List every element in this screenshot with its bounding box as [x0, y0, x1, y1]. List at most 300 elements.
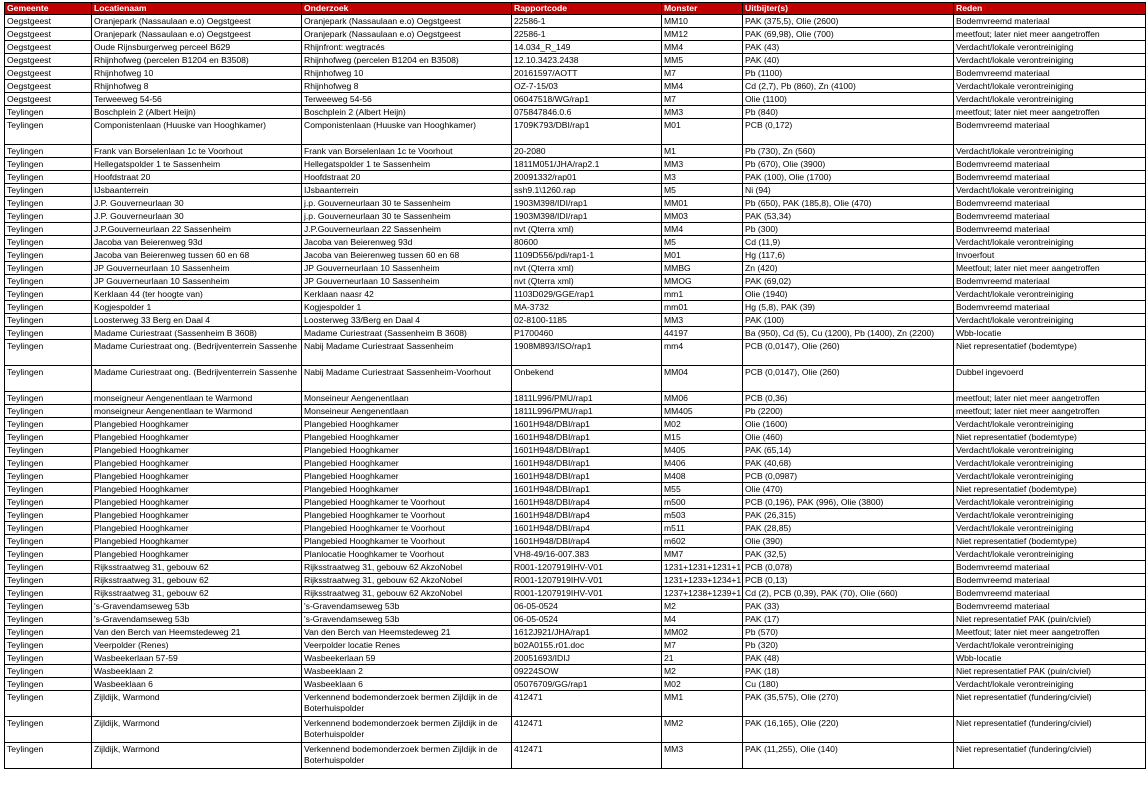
cell-uitbijters: PCB (0,078) — [743, 561, 954, 574]
cell-monster: M406 — [662, 457, 743, 470]
cell-reden: Niet representatief (bodemtype) — [954, 340, 1146, 366]
cell-onderzoek: IJsbaanterrein — [302, 184, 512, 197]
cell-locatienaam: Plangebied Hooghkamer — [92, 548, 302, 561]
cell-reden: Wbb-locatie — [954, 652, 1146, 665]
cell-locatienaam: J.P.Gouverneurlaan 22 Sassenheim — [92, 223, 302, 236]
cell-rapportcode: nvt (Qterra xml) — [512, 262, 662, 275]
cell-onderzoek: Plangebied Hooghkamer — [302, 444, 512, 457]
cell-onderzoek: Planlocatie Hooghkamer te Voorhout — [302, 548, 512, 561]
cell-locatienaam: Rijksstraatweg 31, gebouw 62 — [92, 561, 302, 574]
cell-gemeente: Teylingen — [5, 743, 92, 769]
cell-gemeente: Oegstgeest — [5, 15, 92, 28]
cell-onderzoek: Plangebied Hooghkamer — [302, 431, 512, 444]
cell-uitbijters: PCB (0,0147), Olie (260) — [743, 366, 954, 392]
cell-reden: meetfout; later niet meer aangetroffen — [954, 405, 1146, 418]
cell-rapportcode: 80600 — [512, 236, 662, 249]
header-monster: Monster — [662, 3, 743, 15]
cell-onderzoek: Rijksstraatweg 31, gebouw 62 AkzoNobel — [302, 587, 512, 600]
cell-monster: MM02 — [662, 626, 743, 639]
cell-monster: MM3 — [662, 314, 743, 327]
cell-reden: Verdacht/lokale verontreiniging — [954, 145, 1146, 158]
cell-rapportcode: 20051693/IDIJ — [512, 652, 662, 665]
cell-rapportcode: R001-1207919IHV-V01 — [512, 587, 662, 600]
table-row — [5, 41, 1146, 54]
cell-onderzoek: Nabij Madame Curiestraat Sassenheim — [302, 340, 512, 366]
cell-onderzoek: Van den Berch van Heemstedeweg 21 — [302, 626, 512, 639]
cell-monster: MM01 — [662, 197, 743, 210]
cell-monster: M55 — [662, 483, 743, 496]
cell-gemeente: Teylingen — [5, 392, 92, 405]
cell-gemeente: Teylingen — [5, 197, 92, 210]
table-row — [5, 54, 1146, 67]
cell-onderzoek: Plangebied Hooghkamer — [302, 483, 512, 496]
cell-onderzoek: Rhijnhofweg 10 — [302, 67, 512, 80]
cell-locatienaam: Plangebied Hooghkamer — [92, 457, 302, 470]
cell-locatienaam: Zijldijk, Warmond — [92, 691, 302, 717]
cell-onderzoek: Terweeweg 54-56 — [302, 93, 512, 106]
table-row — [5, 431, 1146, 444]
cell-gemeente: Teylingen — [5, 574, 92, 587]
cell-uitbijters: Pb (650), PAK (185,8), Olie (470) — [743, 197, 954, 210]
cell-uitbijters: Olie (460) — [743, 431, 954, 444]
cell-locatienaam: Plangebied Hooghkamer — [92, 509, 302, 522]
cell-locatienaam: J.P. Gouverneurlaan 30 — [92, 210, 302, 223]
cell-gemeente: Teylingen — [5, 470, 92, 483]
cell-gemeente: Teylingen — [5, 626, 92, 639]
cell-onderzoek: Boschplein 2 (Albert Heijn) — [302, 106, 512, 119]
table-row — [5, 561, 1146, 574]
cell-onderzoek: Veerpolder locatie Renes — [302, 639, 512, 652]
cell-reden: Bodemvreemd materiaal — [954, 301, 1146, 314]
table-row — [5, 223, 1146, 236]
cell-reden: Verdacht/lokale verontreiniging — [954, 418, 1146, 431]
outlier-table — [4, 2, 1146, 769]
cell-gemeente: Teylingen — [5, 158, 92, 171]
header-row — [5, 3, 1146, 15]
cell-reden: Verdacht/lokale verontreiniging — [954, 444, 1146, 457]
cell-monster: M01 — [662, 249, 743, 262]
cell-gemeente: Teylingen — [5, 444, 92, 457]
cell-onderzoek: Jacoba van Beierenweg tussen 60 en 68 — [302, 249, 512, 262]
cell-locatienaam: Madame Curiestraat ong. (Bedrijventerrein Sassenhe — [92, 340, 302, 366]
cell-rapportcode: 1109D556/pdi/rap1-1 — [512, 249, 662, 262]
cell-uitbijters: Cd (11,9) — [743, 236, 954, 249]
cell-locatienaam: Madame Curiestraat ong. (Bedrijventerrein Sassenhe — [92, 366, 302, 392]
cell-reden: Niet representatief (fundering/civiel) — [954, 717, 1146, 743]
table-row — [5, 184, 1146, 197]
cell-locatienaam: monseigneur Aengenentlaan te Warmond — [92, 405, 302, 418]
cell-reden: Verdacht/lokale verontreiniging — [954, 314, 1146, 327]
cell-monster: 1237+1238+1239+1 — [662, 587, 743, 600]
table-row — [5, 392, 1146, 405]
cell-rapportcode: 1601H948/DBI/rap4 — [512, 509, 662, 522]
cell-onderzoek: Plangebied Hooghkamer te Voorhout — [302, 509, 512, 522]
cell-rapportcode: 1601H948/DBI/rap4 — [512, 496, 662, 509]
cell-gemeente: Teylingen — [5, 236, 92, 249]
cell-locatienaam: Plangebied Hooghkamer — [92, 470, 302, 483]
cell-onderzoek: Frank van Borselenlaan 1c te Voorhout — [302, 145, 512, 158]
cell-onderzoek: Madame Curiestraat (Sassenheim B 3608) — [302, 327, 512, 340]
cell-onderzoek: Plangebied Hooghkamer — [302, 457, 512, 470]
cell-gemeente: Teylingen — [5, 665, 92, 678]
cell-uitbijters: PAK (17) — [743, 613, 954, 626]
cell-gemeente: Teylingen — [5, 587, 92, 600]
cell-locatienaam: Jacoba van Beierenweg 93d — [92, 236, 302, 249]
cell-reden: Niet representatief PAK (puin/civiel) — [954, 613, 1146, 626]
cell-reden: Bodemvreemd materiaal — [954, 587, 1146, 600]
cell-rapportcode: 20091332/rap01 — [512, 171, 662, 184]
cell-gemeente: Teylingen — [5, 613, 92, 626]
cell-onderzoek: Rhijnhofweg 8 — [302, 80, 512, 93]
cell-onderzoek: Componistenlaan (Huuske van Hooghkamer) — [302, 119, 512, 145]
cell-uitbijters: Pb (320) — [743, 639, 954, 652]
header-gemeente: Gemeente — [5, 3, 92, 15]
cell-gemeente: Teylingen — [5, 119, 92, 145]
table-row — [5, 509, 1146, 522]
cell-rapportcode: Onbekend — [512, 366, 662, 392]
cell-reden: Bodemvreemd materiaal — [954, 561, 1146, 574]
cell-rapportcode: 1601H948/DBI/rap1 — [512, 483, 662, 496]
cell-gemeente: Teylingen — [5, 301, 92, 314]
cell-monster: M2 — [662, 600, 743, 613]
cell-reden: Niet representatief (fundering/civiel) — [954, 743, 1146, 769]
cell-rapportcode: OZ-7-15/03 — [512, 80, 662, 93]
table-row — [5, 158, 1146, 171]
cell-reden: Wbb-locatie — [954, 327, 1146, 340]
table-row — [5, 236, 1146, 249]
cell-gemeente: Oegstgeest — [5, 41, 92, 54]
cell-reden: Verdacht/lokale verontreiniging — [954, 236, 1146, 249]
cell-reden: Bodemvreemd materiaal — [954, 223, 1146, 236]
cell-uitbijters: Olie (1940) — [743, 288, 954, 301]
cell-uitbijters: PAK (18) — [743, 665, 954, 678]
cell-uitbijters: PAK (375,5), Olie (2600) — [743, 15, 954, 28]
cell-gemeente: Teylingen — [5, 496, 92, 509]
cell-rapportcode: 06-05-0524 — [512, 613, 662, 626]
cell-locatienaam: Componistenlaan (Huuske van Hooghkamer) — [92, 119, 302, 145]
cell-uitbijters: Olie (390) — [743, 535, 954, 548]
cell-rapportcode: 14.034_R_149 — [512, 41, 662, 54]
cell-onderzoek: j.p. Gouverneurlaan 30 te Sassenheim — [302, 197, 512, 210]
table-row — [5, 28, 1146, 41]
table-row — [5, 197, 1146, 210]
cell-reden: Bodemvreemd materiaal — [954, 158, 1146, 171]
cell-uitbijters: PAK (53,34) — [743, 210, 954, 223]
cell-locatienaam: Rijksstraatweg 31, gebouw 62 — [92, 587, 302, 600]
cell-locatienaam: Wasbeekerlaan 57-59 — [92, 652, 302, 665]
cell-rapportcode: 20161597/AOTT — [512, 67, 662, 80]
cell-monster: M02 — [662, 418, 743, 431]
cell-reden: Verdacht/lokale verontreiniging — [954, 678, 1146, 691]
cell-onderzoek: Hellegatspolder 1 te Sassenheim — [302, 158, 512, 171]
cell-onderzoek: Plangebied Hooghkamer — [302, 470, 512, 483]
cell-monster: M7 — [662, 93, 743, 106]
cell-onderzoek: Wasbeeklaan 6 — [302, 678, 512, 691]
cell-monster: mm1 — [662, 288, 743, 301]
cell-uitbijters: PCB (0,172) — [743, 119, 954, 145]
cell-locatienaam: Plangebied Hooghkamer — [92, 418, 302, 431]
cell-uitbijters: Pb (840) — [743, 106, 954, 119]
cell-monster: m511 — [662, 522, 743, 535]
cell-gemeente: Teylingen — [5, 561, 92, 574]
cell-uitbijters: Cd (2,7), Pb (860), Zn (4100) — [743, 80, 954, 93]
cell-monster: MM3 — [662, 106, 743, 119]
cell-monster: M02 — [662, 678, 743, 691]
cell-monster: MM4 — [662, 80, 743, 93]
table-row — [5, 15, 1146, 28]
cell-reden: Niet representatief (bodemtype) — [954, 483, 1146, 496]
cell-uitbijters: PAK (43) — [743, 41, 954, 54]
cell-uitbijters: Hg (117,6) — [743, 249, 954, 262]
table-row — [5, 717, 1146, 743]
cell-monster: MM06 — [662, 392, 743, 405]
cell-reden: Bodemvreemd materiaal — [954, 600, 1146, 613]
cell-uitbijters: PAK (69,98), Olie (700) — [743, 28, 954, 41]
cell-reden: Meetfout; later niet meer aangetroffen — [954, 262, 1146, 275]
cell-locatienaam: Wasbeeklaan 2 — [92, 665, 302, 678]
cell-gemeente: Teylingen — [5, 145, 92, 158]
cell-onderzoek: Plangebied Hooghkamer te Voorhout — [302, 522, 512, 535]
table-row — [5, 249, 1146, 262]
cell-uitbijters: Cd (2), PCB (0,39), PAK (70), Olie (660) — [743, 587, 954, 600]
cell-onderzoek: Plangebied Hooghkamer te Voorhout — [302, 496, 512, 509]
cell-monster: M4 — [662, 613, 743, 626]
cell-monster: MM03 — [662, 210, 743, 223]
cell-monster: m500 — [662, 496, 743, 509]
cell-uitbijters: PAK (11,255), Olie (140) — [743, 743, 954, 769]
cell-reden: Verdacht/lokale verontreiniging — [954, 522, 1146, 535]
cell-rapportcode: 412471 — [512, 717, 662, 743]
table-row — [5, 314, 1146, 327]
cell-monster: MM1 — [662, 691, 743, 717]
cell-locatienaam: Kerklaan 44 (ter hoogte van) — [92, 288, 302, 301]
cell-uitbijters: PCB (0,13) — [743, 574, 954, 587]
cell-onderzoek: Kerklaan naasr 42 — [302, 288, 512, 301]
cell-gemeente: Teylingen — [5, 418, 92, 431]
cell-onderzoek: J.P.Gouverneurlaan 22 Sassenheim — [302, 223, 512, 236]
header-onderzoek: Onderzoek — [302, 3, 512, 15]
cell-reden: Dubbel ingevoerd — [954, 366, 1146, 392]
cell-rapportcode: 02-8100-1185 — [512, 314, 662, 327]
cell-locatienaam: Van den Berch van Heemstedeweg 21 — [92, 626, 302, 639]
table-row — [5, 522, 1146, 535]
cell-rapportcode: P1700460 — [512, 327, 662, 340]
cell-monster: M3 — [662, 171, 743, 184]
cell-onderzoek: Monseineur Aengenentlaan — [302, 392, 512, 405]
cell-rapportcode: MA-3732 — [512, 301, 662, 314]
cell-locatienaam: Kogjespolder 1 — [92, 301, 302, 314]
cell-gemeente: Teylingen — [5, 522, 92, 535]
cell-rapportcode: 1903M398/IDI/rap1 — [512, 197, 662, 210]
cell-rapportcode: 22586-1 — [512, 28, 662, 41]
cell-rapportcode: 09224SOW — [512, 665, 662, 678]
cell-monster: MMBG — [662, 262, 743, 275]
cell-gemeente: Teylingen — [5, 535, 92, 548]
cell-uitbijters: Pb (300) — [743, 223, 954, 236]
cell-uitbijters: Ba (950), Cd (5), Cu (1200), Pb (1400), Zn (2200) — [743, 327, 954, 340]
table-row — [5, 275, 1146, 288]
cell-onderzoek: Plangebied Hooghkamer te Voorhout — [302, 535, 512, 548]
table-row — [5, 106, 1146, 119]
cell-locatienaam: Hoofdstraat 20 — [92, 171, 302, 184]
cell-reden: Niet representatief (bodemtype) — [954, 535, 1146, 548]
cell-reden: Verdacht/lokale verontreiniging — [954, 288, 1146, 301]
cell-locatienaam: Terweeweg 54-56 — [92, 93, 302, 106]
cell-reden: Verdacht/lokale verontreiniging — [954, 80, 1146, 93]
cell-reden: Verdacht/lokale verontreiniging — [954, 470, 1146, 483]
cell-reden: Niet representatief PAK (puin/civiel) — [954, 665, 1146, 678]
cell-monster: M408 — [662, 470, 743, 483]
cell-monster: mm01 — [662, 301, 743, 314]
cell-onderzoek: Rhijnfront: wegtracés — [302, 41, 512, 54]
cell-onderzoek: Loosterweg 33/Berg en Daal 4 — [302, 314, 512, 327]
table-row — [5, 743, 1146, 769]
table-row — [5, 652, 1146, 665]
table-row — [5, 301, 1146, 314]
cell-onderzoek: Nabij Madame Curiestraat Sassenheim-Voorhout — [302, 366, 512, 392]
cell-locatienaam: Zijldijk, Warmond — [92, 717, 302, 743]
cell-monster: 1231+1233+1234+1 — [662, 574, 743, 587]
cell-monster: M7 — [662, 67, 743, 80]
cell-onderzoek: Jacoba van Beierenweg 93d — [302, 236, 512, 249]
table-row — [5, 665, 1146, 678]
cell-locatienaam: Rijksstraatweg 31, gebouw 62 — [92, 574, 302, 587]
cell-onderzoek: Hoofdstraat 20 — [302, 171, 512, 184]
cell-uitbijters: Zn (420) — [743, 262, 954, 275]
cell-uitbijters: PCB (0,0147), Olie (260) — [743, 340, 954, 366]
cell-reden: Bodemvreemd materiaal — [954, 574, 1146, 587]
table-row — [5, 457, 1146, 470]
cell-uitbijters: Pb (670), Olie (3900) — [743, 158, 954, 171]
cell-reden: Verdacht/lokale verontreiniging — [954, 509, 1146, 522]
cell-gemeente: Teylingen — [5, 600, 92, 613]
table-row — [5, 327, 1146, 340]
cell-rapportcode: 1601H948/DBI/rap1 — [512, 418, 662, 431]
cell-gemeente: Teylingen — [5, 106, 92, 119]
header-uitbijters: Uitbijter(s) — [743, 3, 954, 15]
cell-monster: m602 — [662, 535, 743, 548]
cell-uitbijters: PAK (40) — [743, 54, 954, 67]
cell-rapportcode: 06-05-0524 — [512, 600, 662, 613]
cell-locatienaam: Rhijnhofweg (percelen B1204 en B3508) — [92, 54, 302, 67]
cell-monster: M01 — [662, 119, 743, 145]
cell-monster: m503 — [662, 509, 743, 522]
cell-rapportcode: 1709K793/DBI/rap1 — [512, 119, 662, 145]
table-row — [5, 262, 1146, 275]
cell-reden: Verdacht/lokale verontreiniging — [954, 548, 1146, 561]
cell-locatienaam: Jacoba van Beierenweg tussen 60 en 68 — [92, 249, 302, 262]
cell-rapportcode: 1601H948/DBI/rap4 — [512, 535, 662, 548]
table-row — [5, 93, 1146, 106]
cell-monster: mm4 — [662, 340, 743, 366]
cell-locatienaam: Plangebied Hooghkamer — [92, 444, 302, 457]
cell-reden: meetfout; later niet meer aangetroffen — [954, 392, 1146, 405]
table-row — [5, 119, 1146, 145]
cell-onderzoek: JP Gouverneurlaan 10 Sassenheim — [302, 262, 512, 275]
cell-onderzoek: Plangebied Hooghkamer — [302, 418, 512, 431]
cell-locatienaam: Madame Curiestraat (Sassenheim B 3608) — [92, 327, 302, 340]
cell-locatienaam: Plangebied Hooghkamer — [92, 431, 302, 444]
cell-uitbijters: PAK (69,02) — [743, 275, 954, 288]
cell-rapportcode: 05076709/GG/rap1 — [512, 678, 662, 691]
cell-gemeente: Teylingen — [5, 652, 92, 665]
cell-gemeente: Oegstgeest — [5, 54, 92, 67]
cell-gemeente: Teylingen — [5, 210, 92, 223]
cell-rapportcode: 06047518/WG/rap1 — [512, 93, 662, 106]
cell-rapportcode: 1103D029/GGE/rap1 — [512, 288, 662, 301]
cell-uitbijters: PAK (32,5) — [743, 548, 954, 561]
cell-rapportcode: 1601H948/DBI/rap1 — [512, 457, 662, 470]
cell-rapportcode: 1811L996/PMU/rap1 — [512, 392, 662, 405]
cell-onderzoek: Rhijnhofweg (percelen B1204 en B3508) — [302, 54, 512, 67]
cell-reden: Verdacht/lokale verontreiniging — [954, 54, 1146, 67]
cell-monster: M2 — [662, 665, 743, 678]
cell-uitbijters: PAK (48) — [743, 652, 954, 665]
cell-uitbijters: Pb (570) — [743, 626, 954, 639]
cell-locatienaam: Wasbeeklaan 6 — [92, 678, 302, 691]
cell-monster: 44197 — [662, 327, 743, 340]
cell-gemeente: Teylingen — [5, 431, 92, 444]
cell-rapportcode: 1908M893/ISO/rap1 — [512, 340, 662, 366]
cell-uitbijters: PAK (28,85) — [743, 522, 954, 535]
cell-uitbijters: PAK (40,68) — [743, 457, 954, 470]
cell-locatienaam: Oude Rijnsburgerweg perceel B629 — [92, 41, 302, 54]
cell-onderzoek: Rijksstraatweg 31, gebouw 62 AkzoNobel — [302, 574, 512, 587]
cell-monster: MM4 — [662, 223, 743, 236]
cell-onderzoek: 's-Gravendamseweg 53b — [302, 600, 512, 613]
cell-monster: 1231+1231+1231+1 — [662, 561, 743, 574]
cell-uitbijters: Olie (1100) — [743, 93, 954, 106]
cell-monster: MM7 — [662, 548, 743, 561]
cell-reden: Meetfout; later niet meer aangetroffen — [954, 626, 1146, 639]
cell-gemeente: Teylingen — [5, 483, 92, 496]
cell-onderzoek: Verkennend bodemonderzoek bermen Zijldijk in de Boterhuispolder — [302, 691, 512, 717]
cell-gemeente: Teylingen — [5, 691, 92, 717]
table-row — [5, 145, 1146, 158]
cell-locatienaam: 's-Gravendamseweg 53b — [92, 613, 302, 626]
cell-uitbijters: Pb (2200) — [743, 405, 954, 418]
cell-uitbijters: PCB (0,36) — [743, 392, 954, 405]
cell-locatienaam: IJsbaanterrein — [92, 184, 302, 197]
cell-reden: Verdacht/lokale verontreiniging — [954, 496, 1146, 509]
table-row — [5, 639, 1146, 652]
cell-reden: Verdacht/lokale verontreiniging — [954, 93, 1146, 106]
table-row — [5, 470, 1146, 483]
header-locatienaam: Locatienaam — [92, 3, 302, 15]
cell-locatienaam: Plangebied Hooghkamer — [92, 522, 302, 535]
cell-gemeente: Teylingen — [5, 548, 92, 561]
table-row — [5, 587, 1146, 600]
cell-uitbijters: Pb (730), Zn (560) — [743, 145, 954, 158]
cell-reden: Invoerfout — [954, 249, 1146, 262]
cell-gemeente: Teylingen — [5, 249, 92, 262]
cell-rapportcode: 412471 — [512, 743, 662, 769]
cell-gemeente: Teylingen — [5, 314, 92, 327]
cell-gemeente: Oegstgeest — [5, 80, 92, 93]
cell-locatienaam: Boschplein 2 (Albert Heijn) — [92, 106, 302, 119]
cell-locatienaam: Zijldijk, Warmond — [92, 743, 302, 769]
cell-locatienaam: Rhijnhofweg 8 — [92, 80, 302, 93]
cell-reden: Bodemvreemd materiaal — [954, 275, 1146, 288]
cell-gemeente: Teylingen — [5, 678, 92, 691]
cell-gemeente: Oegstgeest — [5, 93, 92, 106]
cell-onderzoek: JP Gouverneurlaan 10 Sassenheim — [302, 275, 512, 288]
cell-uitbijters: Cu (180) — [743, 678, 954, 691]
cell-uitbijters: PCB (0,196), PAK (996), Olie (3800) — [743, 496, 954, 509]
cell-locatienaam: 's-Gravendamseweg 53b — [92, 600, 302, 613]
cell-monster: 21 — [662, 652, 743, 665]
cell-locatienaam: Plangebied Hooghkamer — [92, 483, 302, 496]
